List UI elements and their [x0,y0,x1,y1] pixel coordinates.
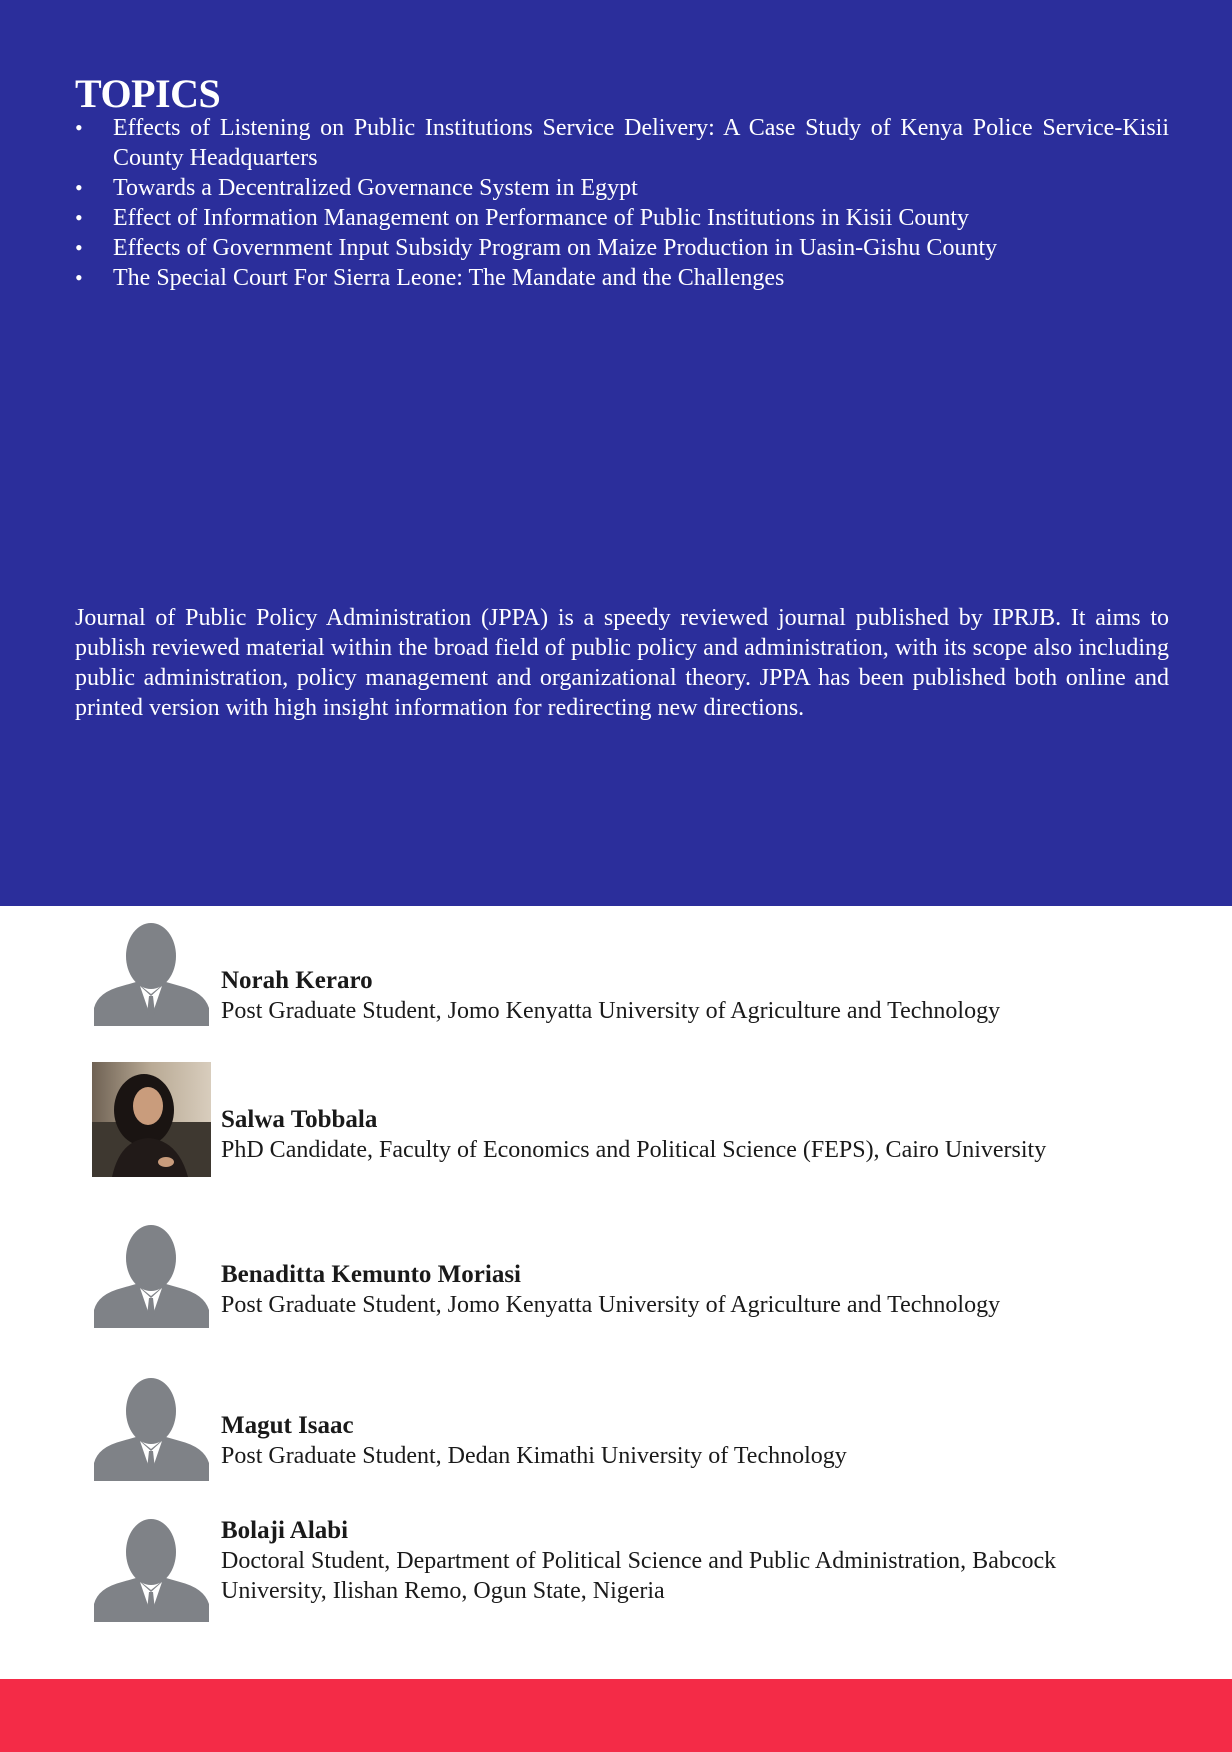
journal-description: Journal of Public Policy Administration (JPPA) is a speedy reviewed journal published by IPRJB. It aims to publish reviewed material within the broad field of public policy and administration, with its scope also including public administration, policy management and organizational theory. JPPA has been published both online and printed version with high insight information for redirecting new directions. [75,605,1169,721]
author-entry [92,1224,1192,1344]
silhouette-icon [92,922,211,1026]
author-entry [92,1061,1192,1181]
silhouette-icon [92,1377,211,1481]
author-text [221,966,1121,1026]
author-text [221,1411,1121,1471]
author-name: Norah Keraro [221,967,373,994]
footer-bar [0,1679,1232,1752]
author-name: Bolaji Alabi [221,1517,349,1544]
list-item [75,263,1169,293]
author-entry [92,1518,1192,1638]
author-affiliation: Post Graduate Student, Jomo Kenyatta University of Agriculture and Technology [221,1292,1001,1318]
topics-list [75,113,1169,293]
author-name: Salwa Tobbala [221,1106,378,1133]
author-entry [92,922,1192,1042]
list-item [75,203,1169,233]
author-affiliation: Post Graduate Student, Jomo Kenyatta University of Agriculture and Technology [221,998,1001,1024]
silhouette-icon [92,1518,211,1633]
bullet-icon: • [75,205,83,230]
topic-text: Effect of Information Management on Performance of Public Institutions in Kisii County [113,205,970,231]
silhouette-icon [92,1224,211,1328]
list-item [75,113,1169,173]
author-photo [92,1062,211,1177]
silhouette-icon [92,922,211,1037]
author-affiliation: PhD Candidate, Faculty of Economics and Political Science (FEPS), Cairo University [221,1137,1047,1163]
bullet-icon: • [75,175,83,200]
bullet-icon: • [75,235,83,260]
author-entry [92,1377,1192,1497]
topic-text: Effects of Listening on Public Institutions Service Delivery: A Case Study of Kenya Police Service-Kisii County Headquarters [113,115,1169,171]
author-name: Benaditta Kemunto Moriasi [221,1261,521,1288]
list-item [75,233,1169,263]
topics-heading: TOPICS [75,71,221,116]
silhouette-icon [92,1518,211,1622]
topic-text: The Special Court For Sierra Leone: The Mandate and the Challenges [113,265,785,291]
silhouette-icon [92,1224,211,1339]
bullet-icon: • [75,265,83,290]
author-text [221,1516,1121,1606]
silhouette-icon [92,1377,211,1492]
topic-text: Effects of Government Input Subsidy Program on Maize Production in Uasin-Gishu County [113,235,998,261]
author-affiliation: Post Graduate Student, Dedan Kimathi University of Technology [221,1443,847,1469]
list-item [75,173,1169,203]
author-text [221,1260,1121,1320]
author-photo [92,1062,211,1177]
author-name: Magut Isaac [221,1412,354,1439]
author-text [221,1105,1121,1165]
topic-text: Towards a Decentralized Governance System in Egypt [113,175,638,201]
bullet-icon: • [75,115,83,140]
author-affiliation: Doctoral Student, Department of Political Science and Public Administration, Babcock University, Ilishan Remo, Ogun State, Nigeria [221,1548,1057,1604]
